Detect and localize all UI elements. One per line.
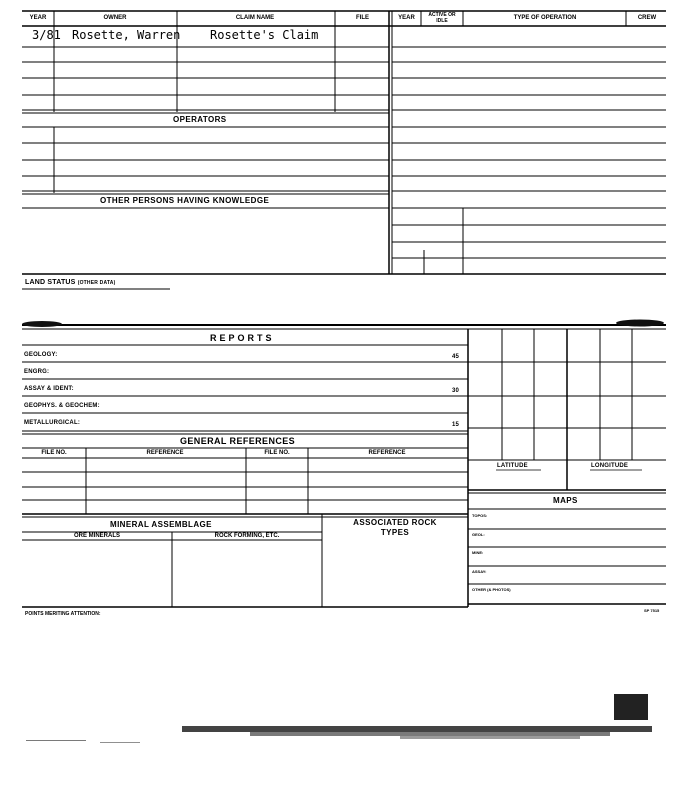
report-num-metallurgical: 15: [452, 422, 460, 428]
row1-owner: Rosette, Warren: [72, 28, 181, 42]
reports-title: REPORTS: [210, 333, 275, 343]
points-meriting-attention-label: POINTS MERITING ATTENTION:: [25, 611, 101, 617]
gr-header-file-no-1: FILE NO.: [41, 450, 67, 456]
maps-row-other: OTHER (& PHOTOS): [472, 587, 511, 592]
report-label-geology: GEOLOGY:: [24, 352, 58, 358]
maps-row-topos: TOPOS:: [472, 513, 488, 518]
latitude-label: LATITUDE: [497, 463, 528, 469]
longitude-label: LONGITUDE: [591, 463, 629, 469]
header-file: FILE: [356, 15, 369, 21]
land-status-note: (OTHER DATA): [77, 280, 116, 286]
associated-rock-types-title: ASSOCIATED ROCK TYPES: [353, 518, 437, 537]
other-persons-label: OTHER PERSONS HAVING KNOWLEDGE: [100, 196, 270, 205]
row1-year: 3/81: [32, 28, 61, 42]
maps-row-assay: ASSAY:: [472, 569, 487, 574]
land-status-title: LAND STATUS: [25, 279, 76, 286]
report-label-engrg: ENGRG:: [24, 369, 50, 375]
header-claim-name: CLAIM NAME: [235, 15, 275, 21]
gr-header-reference-2: REFERENCE: [368, 450, 406, 456]
rock-forming-header: ROCK FORMING, ETC.: [214, 533, 280, 539]
maps-row-mine: MINE:: [472, 550, 484, 555]
report-num-geology: 45: [452, 354, 460, 360]
row1-claim-name: Rosette's Claim: [210, 28, 319, 42]
maps-title: MAPS: [553, 496, 578, 505]
gr-header-file-no-2: FILE NO.: [264, 450, 290, 456]
report-label-geophys: GEOPHYS. & GEOCHEM:: [24, 403, 100, 409]
general-references-title: GENERAL REFERENCES: [180, 436, 296, 446]
operators-label: OPERATORS: [173, 115, 227, 124]
land-status-label: [25, 279, 115, 286]
form-number: SP 7515: [644, 608, 660, 613]
maps-row-geol: GEOL:: [472, 532, 485, 537]
report-num-assay: 30: [452, 388, 460, 394]
header-owner: OWNER: [103, 15, 127, 21]
ore-minerals-header: ORE MINERALS: [73, 533, 120, 539]
header-year-right: YEAR: [398, 15, 415, 21]
header-year: YEAR: [29, 15, 47, 21]
header-type-of-operation: TYPE OF OPERATION: [513, 15, 577, 21]
header-crew: CREW: [637, 15, 657, 21]
header-active-idle: ACTIVE OR IDLE: [428, 12, 456, 24]
report-label-metallurgical: METALLURGICAL:: [24, 420, 81, 426]
mineral-assemblage-title: MINERAL ASSEMBLAGE: [110, 520, 212, 529]
gr-header-reference-1: REFERENCE: [146, 450, 184, 456]
report-label-assay: ASSAY & IDENT:: [24, 386, 74, 392]
